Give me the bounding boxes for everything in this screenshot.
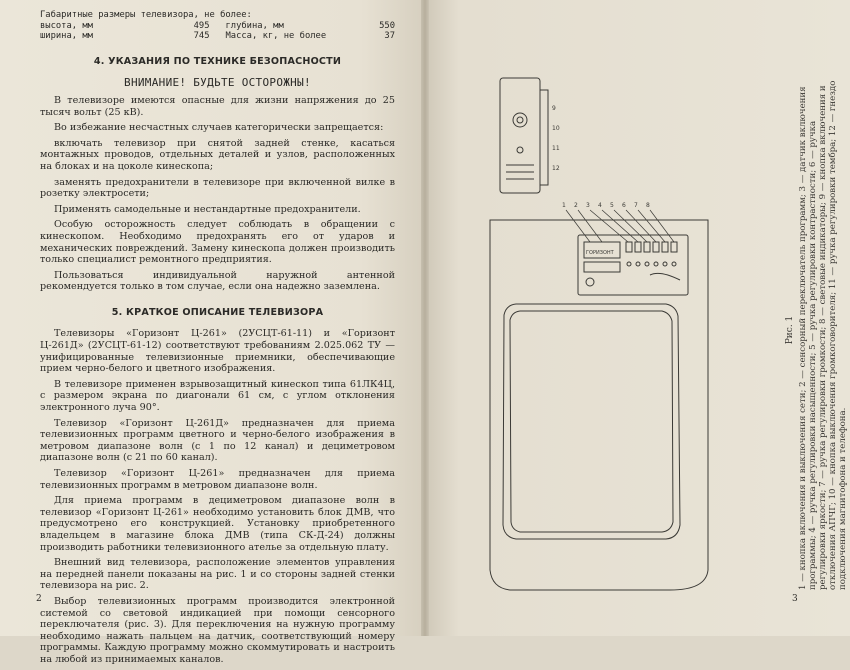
dim-value: 37 (384, 31, 395, 42)
page-number-right: 3 (792, 594, 798, 604)
dim-value: 550 (379, 20, 395, 31)
paragraph: Телевизоры «Горизонт Ц-261» (2УСЦТ-61-11) и «Горизонт Ц-261Д» (2УСЦТ-61-12) соответствуют требованиям 2.025.062 ТУ — унифицированные телевизионные приемники, обеспечивающие прием черно-белого и цветного изображения. (40, 328, 395, 375)
paragraph: Для приема программ в дециметровом диапазоне волн в телевизор «Горизонт Ц-261» необходимо установить блок ДМВ, что предусмотрено его конструкцией. Установку приобретенного владельцем в магазине блока ДМВ (типа СК-Д-24) должны производить работники телевизионного ательe за отдельную плату. (40, 495, 395, 553)
callout-1: 1 (562, 202, 566, 209)
description-section-title: 5. КРАТКОЕ ОПИСАНИЕ ТЕЛЕВИЗОРА (111, 306, 324, 318)
paragraph: Пользоваться индивидуальной наружной антенной рекомендуется только в том случае, если она надежно заземлена. (40, 269, 395, 293)
paragraph: Внешний вид телевизора, расположение элементов управления на передней панели показаны на рис. 1 и со стороны задней стенки телевизора на рис. 2. (40, 557, 395, 592)
figure-caption: 1 — кнопка включения и выключения сети; 2 — сенсорный переключатель программ; 3 — датчик включения программы; 4 — ручка регулировки насыщенности; 5 — ручка регулировки контрастности; 6 — ручка регулировки яркости; 7 — ручка регулировки громкости; 8 — световые индикаторы; 9 — кнопка включения и отключения АПЧГ; 10 — кнопка выключения громкоговорителя; 11 — ручка регулировки тембра; 12 — гнездо подключения магнитофона и телефона. (798, 80, 848, 590)
callout-10: 10 (552, 125, 560, 132)
warning-heading: ВНИМАНИЕ! БУДЬТЕ ОСТОРОЖНЫ! (124, 76, 311, 90)
callout-lines (566, 210, 674, 242)
paragraph: Телевизор «Горизонт Ц-261Д» предназначен для приема телевизионных программ цветного и черно-белого изображения в метровом диапазоне волн (с 1 по 12 канал) и дециметровом диапазоне волн (с 21 по 60 канал). (40, 417, 395, 464)
callout-6: 6 (622, 202, 626, 209)
paragraph: Особую осторожность следует соблюдать в обращении с кинескопом. Необходимо предохранять его от ударов и механических повреждений. Замену кинескопа должен производить только специалист ремонтного предприятия. (40, 219, 395, 266)
paragraph: В телевизоре имеются опасные для жизни напряжения до 25 тысяч вольт (25 кВ). (40, 94, 395, 118)
dim-label: глубина, мм (225, 20, 284, 31)
safety-section-title: 4. УКАЗАНИЯ ПО ТЕХНИКЕ БЕЗОПАСНОСТИ (93, 55, 342, 67)
callout-3: 3 (586, 202, 590, 209)
callout-7: 7 (634, 202, 638, 209)
callout-2: 2 (574, 202, 578, 209)
paragraph: Применять самодельные и нестандартные предохранители. (54, 203, 361, 215)
left-page-text (40, 10, 395, 670)
paragraph: Телевизор «Горизонт Ц-261» предназначен для приема телевизионных программ в метровом диапазоне волн. (40, 468, 395, 491)
tv-figure (470, 70, 710, 630)
paragraph: В телевизоре применен взрывозащитный кинескоп типа 61ЛК4Ц, с размером экрана по диагонали 61 см, с углом отклонения электронного луча 90°. (40, 378, 395, 414)
callout-8: 8 (646, 202, 650, 209)
paragraph: Выбор телевизионных программ производится электронной системой со световой индикацией при помощи сенсорного переключателя (рис. 3). Для переключения на нужную программу необходимо нажать пальцем на датчик, соответствующий номеру программы. Каждую программу можно скоммутировать и настроить на любой из принимаемых каналов. (40, 595, 395, 665)
callout-12: 12 (552, 165, 560, 172)
dim-label: ширина, мм (40, 31, 93, 42)
callout-4: 4 (598, 202, 602, 209)
dimension-row (40, 31, 395, 42)
callout-5: 5 (610, 202, 614, 209)
figure-caption-block (705, 70, 848, 630)
figure-label: Рис. 1 (785, 315, 795, 345)
dim-value: 745 (193, 31, 210, 42)
dim-label: Масса, кг, не более (225, 31, 327, 42)
dimension-row (40, 21, 395, 32)
sensor-buttons (626, 242, 677, 266)
dimensions-block (40, 10, 395, 42)
book-gutter (421, 0, 429, 636)
dimensions-heading: Габаритные размеры телевизора, не более: (40, 10, 252, 20)
paragraph: включать телевизор при снятой задней стенке, касаться монтажных проводов, отдельных деталей и узлов, расположенных на блоках и на цоколе кинескопа; (40, 137, 395, 172)
brand-label: ГОРИЗОНТ (586, 250, 614, 256)
dim-value: 495 (193, 20, 210, 31)
callout-9: 9 (552, 105, 556, 112)
paragraph: Во избежание несчастных случаев категорически запрещается: (54, 122, 384, 134)
side-panel-detail (500, 78, 548, 193)
callout-11: 11 (552, 145, 560, 152)
paragraph: заменять предохранители в телевизоре при включенной вилке в розетку электросети; (40, 176, 395, 200)
dim-label: высота, мм (40, 20, 93, 31)
page-number-left: 2 (36, 594, 42, 604)
